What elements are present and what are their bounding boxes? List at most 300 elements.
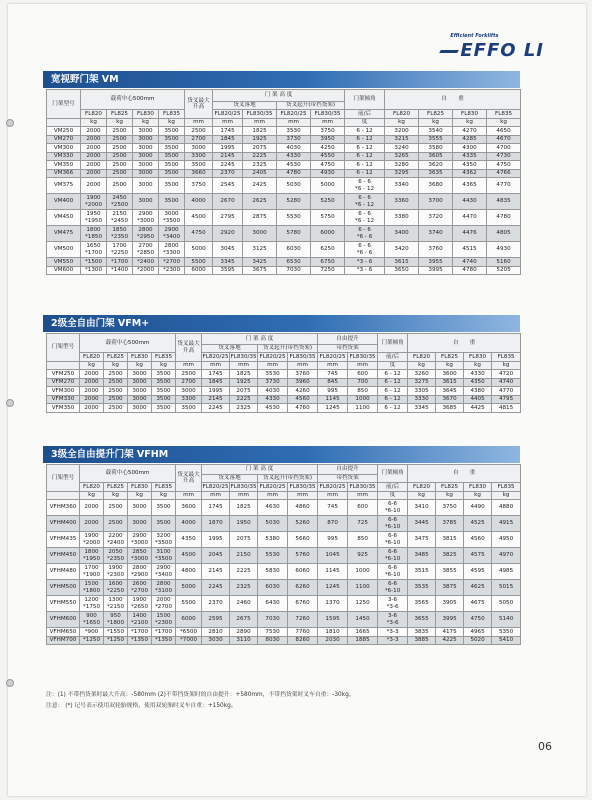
unit-cell: mm [258,492,288,500]
header-model: 门架型号 [47,465,80,492]
unit-cell: kg [487,119,521,127]
value-cell: 745 [318,500,348,516]
header-sub: FL820/25 [277,110,311,119]
value-cell: 4350 [176,532,202,548]
value-cell: *900 [80,628,104,637]
value-cell: 3000 [128,500,152,516]
value-cell: 3400 [385,226,419,242]
value-cell: 1900 *2300 [104,564,128,580]
unit-cell: mm [258,362,288,370]
spec-table-vfhm [46,464,521,645]
table-row [47,404,521,413]
value-cell: 3500 [159,135,185,144]
value-cell: 4860 [288,500,318,516]
value-cell: 2500 [107,152,133,161]
value-cell: 4575 [464,548,492,564]
header-col: FL830 [464,483,492,492]
table-row [47,500,521,516]
value-cell: 3565 [408,596,436,612]
value-cell: 3000 [243,226,277,242]
header-tilt-sub: 前/后 [378,353,408,362]
unit-cell: mm [176,492,202,500]
value-cell: 3340 [385,178,419,194]
value-cell: 2200 *2400 [104,532,128,548]
value-cell: 725 [348,516,378,532]
section-title-vfm: 2级全自由门架 VFM+ [43,315,520,332]
value-cell: 5660 [288,532,318,548]
value-cell: 1100 [348,580,378,596]
value-cell: 4330 [258,395,288,404]
value-cell: 5000 [185,242,213,258]
value-cell: 4965 [464,628,492,637]
value-cell: 1000 [348,564,378,580]
header-sub: FL830/35 [230,483,257,490]
unit-cell: kg [453,119,487,127]
value-cell: 2405 [243,169,277,178]
value-cell: 3750 [185,178,213,194]
value-cell: 3000 [185,144,213,153]
value-cell: 4476 [453,226,487,242]
value-cell: 2075 [230,532,258,548]
value-cell: 3500 [152,387,176,396]
unit-cell: kg [419,119,453,127]
value-cell: 6 - 6 *6 - 6 [345,242,385,258]
value-cell: 6430 [258,596,288,612]
value-cell: 3000 [133,161,159,170]
value-cell: 3420 [385,242,419,258]
value-cell: 700 [348,378,378,387]
value-cell: 4750 [311,161,345,170]
value-cell: 1825 [243,127,277,136]
unit-cell: mm [243,119,277,127]
value-cell: 3280 [385,161,419,170]
value-cell: 1995 [202,532,230,548]
value-cell: 4300 [453,144,487,153]
unit-cell: kg [128,362,152,370]
header-col: FL830 [133,110,159,119]
value-cell: 3530 [258,370,288,379]
value-cell: 2700 *2850 [133,242,159,258]
value-cell: 4285 [453,135,487,144]
value-cell: 1825 [230,500,258,516]
header-sub: FL820/25 [202,353,229,360]
value-cell: 3330 [408,395,436,404]
value-cell: 4365 [453,178,487,194]
value-cell: 3000 [133,127,159,136]
value-cell: 3685 [436,404,464,413]
value-cell: 2500 [176,370,202,379]
value-cell: 3000 [128,404,152,413]
value-cell: 3500 [159,144,185,153]
value-cell: 1800 *1850 [81,226,107,242]
value-cell: 1900 *2000 [81,194,107,210]
value-cell: 3740 [419,226,453,242]
header-model: 门架型号 [47,90,81,119]
value-cell: 3265 [385,152,419,161]
value-cell: 1900 *2650 [128,596,152,612]
value-cell: 3000 [128,370,152,379]
value-cell: 4030 [277,144,311,153]
value-cell: 850 [348,532,378,548]
value-cell: 2500 [107,161,133,170]
value-cell: 1250 [348,596,378,612]
header-sub: FL830/35 [288,483,318,492]
value-cell: 4670 [487,135,521,144]
value-cell: 4770 [492,387,521,396]
value-cell: 2500 [107,178,133,194]
value-cell: 2000 [80,387,104,396]
value-cell: 1145 [318,395,348,404]
value-cell: 5020 [464,636,492,645]
value-cell: 1500 *1800 [80,580,104,596]
value-cell: 600 [348,500,378,516]
table-row [47,152,521,161]
unit-cell: kg [492,362,521,370]
unit-cell: mm [202,362,230,370]
model-cell: VM450 [47,210,81,226]
value-cell: 3425 [243,258,277,267]
value-cell: 4250 [311,144,345,153]
value-cell: 6-6 *6-10 [378,580,408,596]
header-fork-ground: 货叉落地 [202,345,258,353]
unit-cell: mm [230,362,258,370]
unit-cell: mm [277,119,311,127]
value-cell: 1045 [318,548,348,564]
value-cell: 870 [318,516,348,532]
value-cell: 2500 [107,169,133,178]
spec-table-vfm [46,333,521,413]
value-cell: 3000 [128,395,152,404]
value-cell: 4740 [453,258,487,267]
value-cell: 4350 [453,161,487,170]
value-cell: 3500 [152,370,176,379]
unit-cell: mm [318,492,348,500]
value-cell: 7260 [288,612,318,628]
value-cell: 4970 [492,548,521,564]
header-col: FL835 [487,110,521,119]
value-cell: 5000 [311,178,345,194]
value-cell: 2245 [202,580,230,596]
unit-cell: kg [385,119,419,127]
value-cell: 4175 [436,628,464,637]
value-cell: 2370 [202,596,230,612]
value-cell: 3500 [176,404,202,413]
value-cell: 3655 [408,612,436,628]
table-row [47,612,521,628]
unit-cell: kg [408,492,436,500]
value-cell: 4560 [288,395,318,404]
value-cell: 1200 *1750 [80,596,104,612]
value-cell: 2000 *2700 [152,596,176,612]
model-cell: VFM250 [47,370,80,379]
value-cell: *1300 [81,266,107,275]
table-row [47,387,521,396]
value-cell: 4000 [176,516,202,532]
model-cell: VFHM550 [47,596,80,612]
table-row [47,378,521,387]
header-col: FL830 [464,353,492,362]
header-col: FL820 [80,353,104,362]
value-cell: 1810 [318,628,348,637]
value-cell: 2500 [107,135,133,144]
unit-cell: kg [408,362,436,370]
model-cell: VM375 [47,178,81,194]
value-cell: 3300 [185,152,213,161]
value-cell: 3835 [408,628,436,637]
value-cell: 6 - 12 [378,404,408,413]
value-cell: 3000 [133,178,159,194]
value-cell: 1995 [202,387,230,396]
value-cell: 3500 [152,500,176,516]
value-cell: 4330 [277,152,311,161]
value-cell: 8030 [258,636,288,645]
value-cell: 4560 [464,532,492,548]
value-cell: 4550 [311,152,345,161]
value-cell: 2900 *3400 [159,226,185,242]
header-fork-max: 货叉起升(带挡货架) [258,345,318,353]
value-cell: 6 - 12 [345,127,385,136]
value-cell: 3700 [419,194,453,210]
value-cell: 4515 [453,242,487,258]
header-sub: FL830/35 [349,353,376,360]
value-cell: 2075 [230,387,258,396]
value-cell: 1870 [202,516,230,532]
value-cell: 3645 [436,387,464,396]
header-col: FL820 [81,110,107,119]
value-cell: *1550 [104,628,128,637]
value-cell: 3275 [408,378,436,387]
model-cell: VM600 [47,266,81,275]
value-cell: 3605 [419,152,453,161]
value-cell: 3730 [277,135,311,144]
value-cell: 3875 [436,580,464,596]
value-cell: 2000 [81,127,107,136]
value-cell: *3 - 6 [345,266,385,275]
header-tilt: 门架倾角 [378,334,408,353]
value-cell: 2425 [243,178,277,194]
value-cell: 4530 [277,161,311,170]
table-row [47,564,521,580]
header-col: FL825 [107,110,133,119]
header-col: FL835 [492,483,521,492]
value-cell: *3-3 [378,628,408,637]
value-cell: 2245 [213,161,243,170]
value-cell: 5530 [258,548,288,564]
value-cell: 3855 [436,564,464,580]
value-cell: 3500 [152,516,176,532]
value-cell: 3730 [258,378,288,387]
header-col: FL835 [159,110,185,119]
model-cell: VM550 [47,258,81,267]
value-cell: 4805 [487,226,521,242]
value-cell: 745 [318,370,348,379]
model-cell: VFHM500 [47,580,80,596]
value-cell: 2000 [81,169,107,178]
unit-cell: 度 [345,119,385,127]
value-cell: 6 - 12 [378,395,408,404]
unit-cell [47,119,81,127]
value-cell: 3500 [152,395,176,404]
model-cell: VM270 [47,135,81,144]
header-sub: FL830/35 [288,353,318,362]
value-cell: 5410 [492,636,521,645]
value-cell: 2500 [104,387,128,396]
unit-cell: mm [176,362,202,370]
header-sub: FL830/35 [349,483,376,490]
model-cell: VM475 [47,226,81,242]
unit-cell: mm [311,119,345,127]
value-cell: 2000 [80,404,104,413]
value-cell: 3000 [133,152,159,161]
header-weight: 自 重 [408,465,521,483]
value-cell: 3485 [408,548,436,564]
value-cell: 2600 *2700 [128,580,152,596]
header-col: FL835 [152,483,176,492]
value-cell: 995 [318,387,348,396]
value-cell: 3410 [408,500,436,516]
value-cell: 6 - 12 [378,370,408,379]
model-cell: VFHM450 [47,548,80,564]
value-cell: 3535 [408,580,436,596]
value-cell: 1500 *2300 [152,612,176,628]
value-cell: 3825 [436,548,464,564]
value-cell: 1745 [202,370,230,379]
value-cell: 4675 [464,596,492,612]
header-col: FL825 [436,483,464,492]
value-cell: 3885 [408,636,436,645]
value-cell: 3360 [385,194,419,210]
value-cell: 6 - 6 *6 - 12 [345,178,385,194]
value-cell: 2500 [104,404,128,413]
value-cell: 1995 [213,144,243,153]
table-row [47,135,521,144]
value-cell: 1950 *1950 [81,210,107,226]
value-cell: 6 - 12 [378,387,408,396]
value-cell: 2810 [202,628,230,637]
header-free-lift: 货叉最大升高 [176,465,202,492]
value-cell: 5260 [288,516,318,532]
value-cell: 2900 *3000 [133,210,159,226]
header-col: FL830 [453,110,487,119]
value-cell: 2920 [213,226,243,242]
unit-cell: 度 [378,362,408,370]
value-cell: 2500 [104,370,128,379]
value-cell: 3670 [436,395,464,404]
model-cell: VFHM480 [47,564,80,580]
value-cell: 6000 [185,266,213,275]
header-sub: FL820/25 [319,483,346,490]
value-cell: 4815 [492,404,521,413]
value-cell: 3675 [243,266,277,275]
value-cell: 5500 [176,596,202,612]
header-sub: FL820/25 [259,353,286,360]
value-cell: 1745 [213,127,243,136]
value-cell: 3995 [419,266,453,275]
value-cell: 4270 [453,127,487,136]
value-cell: 5205 [487,266,521,275]
value-cell: 5140 [492,612,521,628]
value-cell: 4425 [464,404,492,413]
value-cell: 5015 [492,580,521,596]
unit-cell: kg [436,492,464,500]
value-cell: 2145 [213,152,243,161]
value-cell: 4750 [487,161,521,170]
value-cell: 3600 [176,500,202,516]
value-cell: 1245 [318,404,348,413]
model-cell: VM250 [47,127,81,136]
unit-cell: kg [492,492,521,500]
value-cell: *2300 [159,266,185,275]
value-cell: 5160 [487,258,521,267]
model-cell: VM400 [47,194,81,210]
header-sub: FL830/35 [311,110,345,119]
value-cell: 3515 [408,564,436,580]
value-cell: 3-6 *3-6 [378,612,408,628]
value-cell: 3000 [176,387,202,396]
value-cell: 4780 [453,266,487,275]
table-row [47,194,521,210]
value-cell: 4350 [464,378,492,387]
value-cell: 2800 *2950 [133,226,159,242]
header-tilt [345,90,385,110]
spec-table-vm [46,89,521,275]
value-cell: 4362 [453,169,487,178]
table-row [47,266,521,275]
unit-cell: kg [133,119,159,127]
value-cell: 3000 [128,378,152,387]
value-cell: 1850 *2350 [107,226,133,242]
value-cell: 3720 [419,210,453,226]
value-cell: 6 - 6 *6 - 6 [345,226,385,242]
value-cell: *2400 [133,258,159,267]
value-cell: 7030 [258,612,288,628]
table-row [47,580,521,596]
value-cell: 2850 *3000 [128,548,152,564]
unit-cell: mm [213,119,243,127]
value-cell: 995 [318,532,348,548]
value-cell: 5280 [277,194,311,210]
section-title-vfhm: 3级全自由提升门架 VFHM [43,446,520,463]
header-fork-max: 货叉起升(带挡货架) [258,475,318,483]
unit-cell: kg [104,492,128,500]
value-cell: 3615 [436,378,464,387]
value-cell: 2800 *3100 [152,580,176,596]
value-cell: 5000 [176,580,202,596]
table-row [47,516,521,532]
value-cell: 8260 [288,636,318,645]
header-load-center: 载荷中心500mm [81,90,185,110]
value-cell: 3500 [159,127,185,136]
header-fork-ground: 货叉落地 [213,102,277,110]
header-sub: FL820/25 [202,483,229,490]
value-cell: 3905 [436,596,464,612]
value-cell: 3785 [436,516,464,532]
value-cell: 6 - 12 [345,152,385,161]
header-sub: FL820/25 [259,483,286,490]
value-cell: *3-3 [378,636,408,645]
value-cell: 3500 [185,161,213,170]
value-cell: 3530 [277,127,311,136]
section-title-vm: 宽视野门架 VM [43,71,520,88]
value-cell: 4800 [176,564,202,580]
model-cell: VFHM600 [47,612,80,628]
value-cell: 2325 [230,580,258,596]
value-cell: 1950 [230,516,258,532]
value-cell: 6-6 *6-10 [378,548,408,564]
value-cell: 4985 [492,564,521,580]
value-cell: 2370 [213,169,243,178]
value-cell: 6260 [288,580,318,596]
